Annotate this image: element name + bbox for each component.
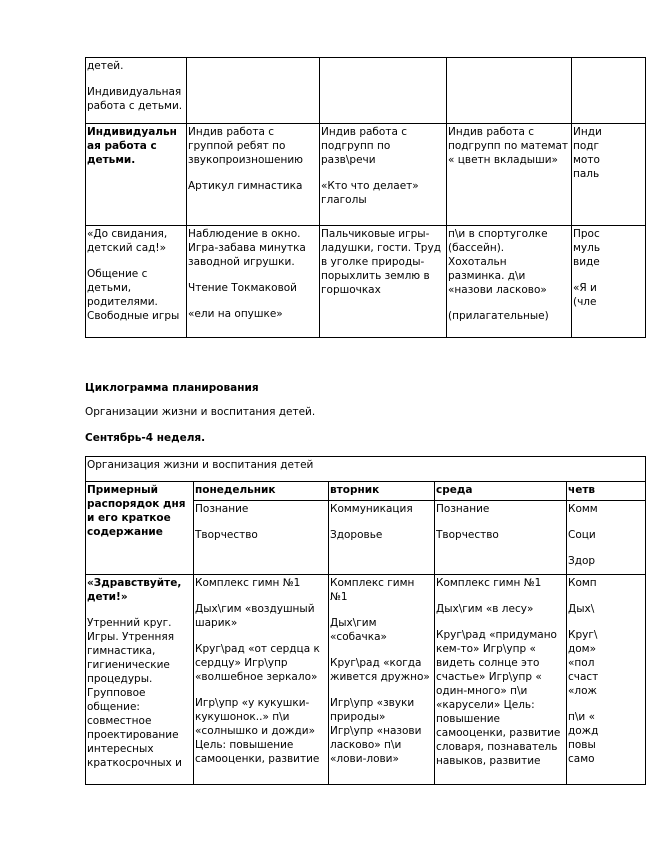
cell-paragraph: «ели на опушке» [188, 308, 283, 320]
table-cell [320, 58, 447, 124]
activity-cell [329, 575, 435, 785]
cell-paragraph: Индивидуальная работа с детьми. [87, 86, 183, 112]
table-cell [572, 58, 646, 124]
cell-paragraph: Индив работа с подгрупп по разв\речи [321, 126, 407, 166]
table-cell [447, 226, 572, 338]
cell-paragraph: Здор [568, 555, 596, 567]
cell-paragraph: Творчество [436, 529, 499, 541]
cell-paragraph: Познание [195, 503, 249, 515]
cell-paragraph: Круг\рад «придумано кем-то» Игр\упр « видеть солнце это счастье» Игр\упр « один-много» п\и «карусели» Цель: повышение самооценки, развитие словаря, познаватель навыков, развитие [436, 629, 561, 767]
table-cell [187, 58, 320, 124]
area-cell [567, 501, 646, 575]
cell-paragraph: Дых\гим «в лесу» [436, 603, 534, 615]
cell-paragraph: Общение с детьми, родителями. Свободные игры [87, 268, 180, 322]
cell-paragraph: «До свидания, детский сад!» [87, 228, 168, 254]
schedule-table [85, 456, 646, 785]
cell-paragraph: Здоровье [330, 529, 383, 541]
cell-paragraph: Круг\ дом» «пол счаст «лож [568, 629, 599, 697]
cell-paragraph: Комплекс гимн №1 [195, 577, 301, 589]
cell-paragraph: Комм [568, 503, 598, 515]
table-cell [572, 226, 646, 338]
day-header-wednesday: среда [435, 482, 567, 501]
morning-title: «Здравствуйте, дети!» [87, 577, 182, 603]
activity-cell [567, 575, 646, 785]
cell-paragraph: Комп [568, 577, 597, 589]
cell-paragraph: Прос муль виде [573, 228, 601, 268]
area-cell [435, 501, 567, 575]
table-cell [86, 124, 187, 226]
cell-paragraph: Коммуникация [330, 503, 413, 515]
cell-paragraph: Артикул гимнастика [188, 180, 303, 192]
table-cell [86, 226, 187, 338]
table-row [86, 58, 646, 124]
page-title: Циклограмма планирования [85, 382, 259, 394]
cell-paragraph: Творчество [195, 529, 258, 541]
cell-paragraph: Комплекс гимн №1 [330, 577, 415, 603]
schedule-header [86, 482, 194, 575]
activity-cell [194, 575, 329, 785]
table-cell [187, 226, 320, 338]
area-cell [329, 501, 435, 575]
cell-paragraph: Инди подг мото паль [573, 126, 602, 180]
cell-paragraph: Индивидуальн ая работа с детьми. [87, 126, 177, 166]
page-subtitle: Организации жизни и воспитания детей. [85, 406, 316, 418]
cell-paragraph: Игр\упр «у кукушки- кукушонок..» п\и «солнышко и дожди» Цель: повышение самооценки, развитие [195, 697, 320, 765]
day-header-thursday: четв [567, 482, 646, 501]
cell-paragraph: Дых\гим «собачка» [330, 617, 387, 643]
table-cell [187, 124, 320, 226]
cell-paragraph: Индив работа с группой ребят по звукопроизношению [188, 126, 303, 166]
cell-paragraph: Круг\рад «когда живется дружно» [330, 657, 430, 683]
cell-paragraph: п\и в спортуголке (бассейн). Хохотальн разминка. д\и «назови ласково» [448, 228, 548, 296]
cell-paragraph: Соци [568, 529, 596, 541]
cell-paragraph: Дых\ [568, 603, 595, 615]
morning-description: Утренний круг. Игры. Утренняя гимнастика, гигиенические процедуры. Групповое общение: совместное проектирование интересных краткосрочных и [87, 617, 182, 769]
cell-paragraph: Игр\упр «звуки природы» Игр\упр «назови ласково» п\и «лови-лови» [330, 697, 422, 765]
table-cell [447, 58, 572, 124]
cell-paragraph: Наблюдение в окно. Игра-забава минутка заводной игрушки. [188, 228, 306, 268]
table-cell [572, 124, 646, 226]
days-row [86, 482, 646, 501]
activity-cell [435, 575, 567, 785]
area-cell [194, 501, 329, 575]
table-cell [320, 124, 447, 226]
cell-paragraph: п\и « дожд повы само [568, 711, 599, 765]
table-caption: Организация жизни и воспитания детей [86, 457, 646, 482]
cell-paragraph: Комплекс гимн №1 [436, 577, 542, 589]
week-label: Сентябрь-4 неделя. [85, 432, 206, 444]
caption-row [86, 457, 646, 482]
table-cell [86, 58, 187, 124]
cell-paragraph: Круг\рад «от сердца к сердцу» Игр\упр «волшебное зеркало» [195, 643, 320, 683]
table-cell [447, 124, 572, 226]
cell-paragraph: Познание [436, 503, 490, 515]
cell-paragraph: Пальчиковые игры- ладушки, гости. Труд в уголке природы- порыхлить землю в горшочках [321, 228, 441, 296]
day-header-tuesday: вторник [329, 482, 435, 501]
table-row [86, 124, 646, 226]
cell-paragraph: Индив работа с подгрупп по математ « цветн вкладыши» [448, 126, 569, 166]
cell-paragraph: (прилагательные) [448, 310, 549, 322]
table-row [86, 226, 646, 338]
morning-row [86, 575, 646, 785]
day-header-monday: понедельник [194, 482, 329, 501]
cell-paragraph: Дых\гим «воздушный шарик» [195, 603, 315, 629]
schedule-header-text: Примерный распорядок дня и его краткое содержание [87, 484, 186, 538]
morning-description-cell [86, 575, 194, 785]
table-cell [320, 226, 447, 338]
cell-paragraph: «Я и (чле [573, 282, 597, 308]
cell-paragraph: «Кто что делает» глаголы [321, 180, 419, 206]
cell-paragraph: детей. [87, 60, 124, 72]
cell-paragraph: Чтение Токмаковой [188, 282, 297, 294]
top-table [85, 57, 646, 338]
